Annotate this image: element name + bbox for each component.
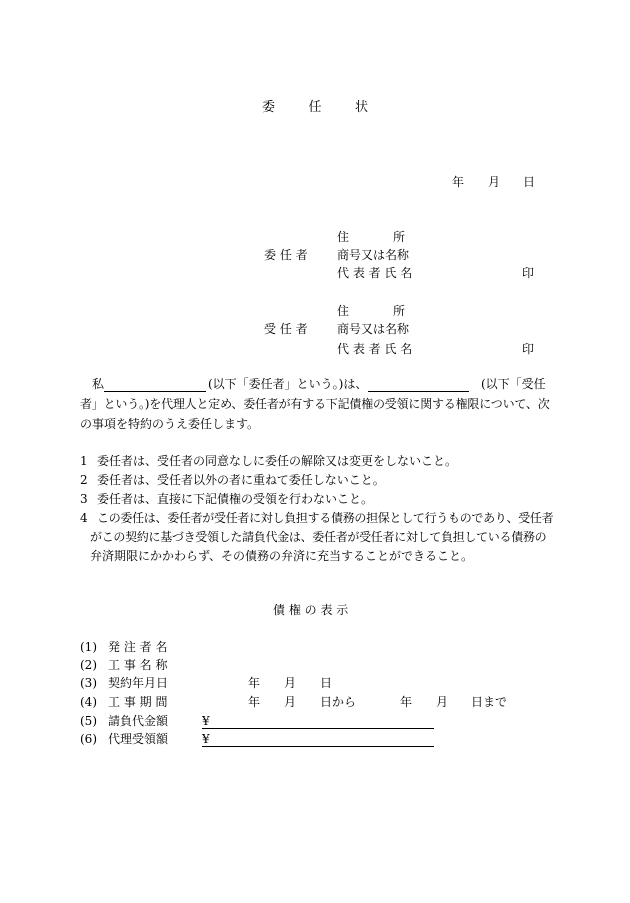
principal-representative-label: 代 表 者 氏 名 (337, 266, 413, 280)
agent-trade-name-label: 商号又は名称 (337, 322, 410, 336)
principal-trade-name-label: 商号又は名称 (337, 248, 410, 262)
document-title (262, 101, 368, 114)
claim-start-month: 月 (284, 695, 297, 709)
claim-date-year: 年 (248, 676, 261, 690)
clause-text: この委任は、委任者が受任者に対し負担する債務の担保として行うものであり、受任者 (97, 511, 554, 525)
title-char: 任 (308, 100, 322, 115)
claim-date-month: 月 (284, 676, 297, 690)
proxy-amount-blank (202, 746, 434, 747)
agent-seal-mark: 印 (522, 342, 535, 356)
title-char: 委 (262, 100, 276, 115)
yen-sign: ¥ (202, 732, 210, 746)
contract-amount-blank (202, 728, 434, 729)
body-line1-part2: (以下「委任者」という。)は、 (208, 377, 368, 391)
clause-text: がこの契約に基づき受領した請負代金は、委任者が受任者に対して負担している債務の (90, 530, 547, 544)
body-line3: の事項を特約のうえ委任します。 (80, 417, 260, 431)
claim-end-day: 日まで (471, 695, 508, 709)
claim-number: (5) (80, 714, 97, 728)
claim-number: (4) (80, 695, 97, 709)
claim-start-day: 日から (320, 695, 357, 709)
body-line1-part1: 私 (92, 377, 105, 391)
title-char: 状 (354, 100, 368, 115)
clause-text: 弁済期限にかかわらず、その債務の弁済に充当することができること。 (90, 549, 474, 563)
claim-end-month: 月 (436, 695, 449, 709)
claim-label: 契約年月日 (108, 676, 169, 690)
claim-number: (1) (80, 640, 97, 654)
agent-address-label: 住 所 (337, 304, 405, 318)
agent-representative-label: 代 表 者 氏 名 (337, 342, 413, 356)
clause-number: 4 (80, 511, 88, 525)
clause-number: 3 (80, 492, 88, 506)
principal-role-label: 委 任 者 (264, 248, 308, 262)
claim-end-year: 年 (400, 695, 413, 709)
claim-label: 代理受領額 (108, 732, 169, 746)
claim-number: (2) (80, 658, 97, 672)
claim-number: (6) (80, 732, 97, 746)
clause-text: 委任者は、受任者以外の者に重ねて委任しないこと。 (97, 473, 385, 487)
claim-label: 請負代金額 (108, 714, 169, 728)
principal-address-label: 住 所 (337, 230, 405, 244)
principal-seal-mark: 印 (522, 266, 535, 280)
body-line1-part3: (以下「受任 (481, 377, 546, 391)
date-year-label: 年 (452, 175, 465, 189)
claim-label: 工 事 期 間 (108, 695, 168, 709)
clause-number: 2 (80, 473, 88, 487)
clause-text: 委任者は、直接に下記債権の受領を行わないこと。 (97, 492, 374, 506)
agent-name-blank (368, 391, 469, 392)
agent-role-label: 受 任 者 (264, 322, 308, 336)
principal-name-blank (104, 391, 206, 392)
clause-number: 1 (80, 454, 88, 468)
body-line2: 者」という。)を代理人と定め、委任者が有する下記債権の受領に関する権限について、次 (80, 397, 550, 411)
clause-text: 委任者は、受任者の同意なしに委任の解除又は変更をしないこと。 (97, 454, 458, 468)
claim-label: 工 事 名 称 (108, 658, 168, 672)
claim-number: (3) (80, 676, 97, 690)
claim-date-day: 日 (320, 676, 333, 690)
yen-sign: ¥ (202, 714, 210, 728)
date-month-label: 月 (488, 175, 501, 189)
claim-label: 発 注 者 名 (108, 640, 168, 654)
date-day-label: 日 (523, 175, 536, 189)
claim-start-year: 年 (248, 695, 261, 709)
section-title: 債 権 の 表 示 (273, 603, 349, 617)
